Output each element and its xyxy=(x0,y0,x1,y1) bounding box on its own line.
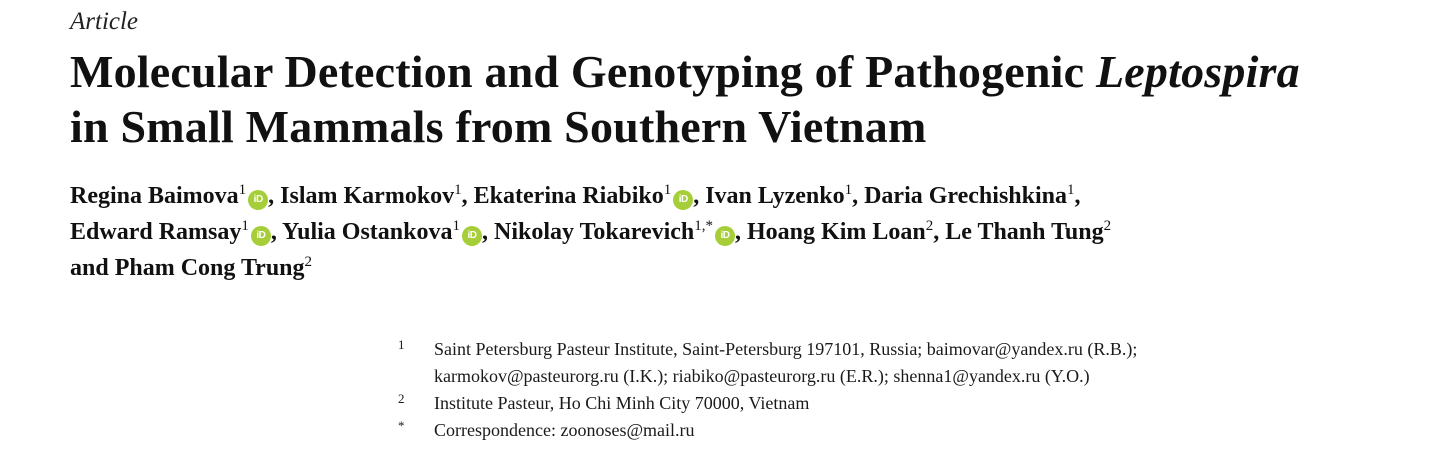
article-type-label: Article xyxy=(70,8,139,35)
title-text: Molecular Detection and Genotyping of Pathogenic xyxy=(70,46,1096,97)
title-line-1 xyxy=(70,44,1300,99)
author-affiliation-sup: 1 xyxy=(452,218,460,234)
affiliation-text: Institute Pasteur, Ho Chi Minh City 70000, Vietnam xyxy=(434,393,810,413)
orcid-icon[interactable]: iD xyxy=(462,226,482,246)
affiliation-2 xyxy=(398,390,1137,417)
author-affiliation-sup: 1,* xyxy=(694,218,714,234)
author-affiliation-sup: 1 xyxy=(238,182,247,198)
author-name: Daria Grechishkina xyxy=(864,183,1067,209)
author-name: Edward Ramsay xyxy=(70,219,242,245)
author-name: Nikolay Tokarevich xyxy=(493,219,695,245)
author-name: Islam Karmokov xyxy=(280,183,455,209)
author-affiliation-sup: 1 xyxy=(663,182,672,198)
author-separator: , xyxy=(481,219,494,245)
affiliation-marker: 2 xyxy=(398,391,405,406)
author-separator: , xyxy=(270,219,282,245)
title-line-2: in Small Mammals from Southern Vietnam xyxy=(70,101,927,152)
affiliation-list xyxy=(398,336,1137,444)
orcid-icon[interactable]: iD xyxy=(715,226,735,246)
author-affiliation-sup: 1 xyxy=(454,182,462,198)
author-affiliation-sup: 1 xyxy=(241,218,249,234)
author-name: Le Thanh Tung xyxy=(945,219,1104,245)
author-separator: , xyxy=(461,183,474,209)
orcid-icon[interactable]: iD xyxy=(251,226,271,246)
author-name: and Pham Cong Trung xyxy=(70,255,305,281)
author-name: Hoang Kim Loan xyxy=(747,219,926,245)
author-name: Ekaterina Riabiko xyxy=(473,183,664,209)
affiliation-marker: 1 xyxy=(398,337,405,352)
author-separator: , xyxy=(852,183,865,209)
title-genus-italic: Leptospira xyxy=(1095,46,1300,97)
orcid-icon[interactable]: iD xyxy=(673,190,693,210)
author-separator: , xyxy=(268,183,281,209)
affiliation-1 xyxy=(398,336,1137,390)
author-separator: , xyxy=(1074,183,1081,209)
author-affiliation-sup: 2 xyxy=(925,218,934,234)
affiliation-text: karmokov@pasteurorg.ru (I.K.); riabiko@pasteurorg.ru (E.R.); shenna1@yandex.ru (Y.O.) xyxy=(434,366,1090,386)
author-name: Regina Baimova xyxy=(70,183,239,209)
author-line-2 xyxy=(70,214,1111,250)
author-separator: , xyxy=(735,219,748,245)
author-line-1 xyxy=(70,178,1111,214)
author-affiliation-sup: 2 xyxy=(1103,218,1112,234)
author-list xyxy=(70,178,1111,286)
author-separator: , xyxy=(933,219,946,245)
correspondence-marker: * xyxy=(398,418,405,433)
orcid-icon[interactable]: iD xyxy=(248,190,268,210)
author-affiliation-sup: 1 xyxy=(844,182,853,198)
author-name: Yulia Ostankova xyxy=(281,219,453,245)
paper-title xyxy=(70,44,1300,154)
affiliation-text: Saint Petersburg Pasteur Institute, Saint-Petersburg 197101, Russia; baimovar@yandex.ru (R.B.); xyxy=(434,339,1138,359)
correspondence xyxy=(398,417,1137,444)
author-name: Ivan Lyzenko xyxy=(705,183,845,209)
correspondence-text: Correspondence: zoonoses@mail.ru xyxy=(434,420,695,440)
author-line-3 xyxy=(70,250,1111,286)
author-affiliation-sup: 2 xyxy=(304,254,313,270)
author-affiliation-sup: 1 xyxy=(1067,182,1075,198)
author-separator: , xyxy=(693,183,706,209)
